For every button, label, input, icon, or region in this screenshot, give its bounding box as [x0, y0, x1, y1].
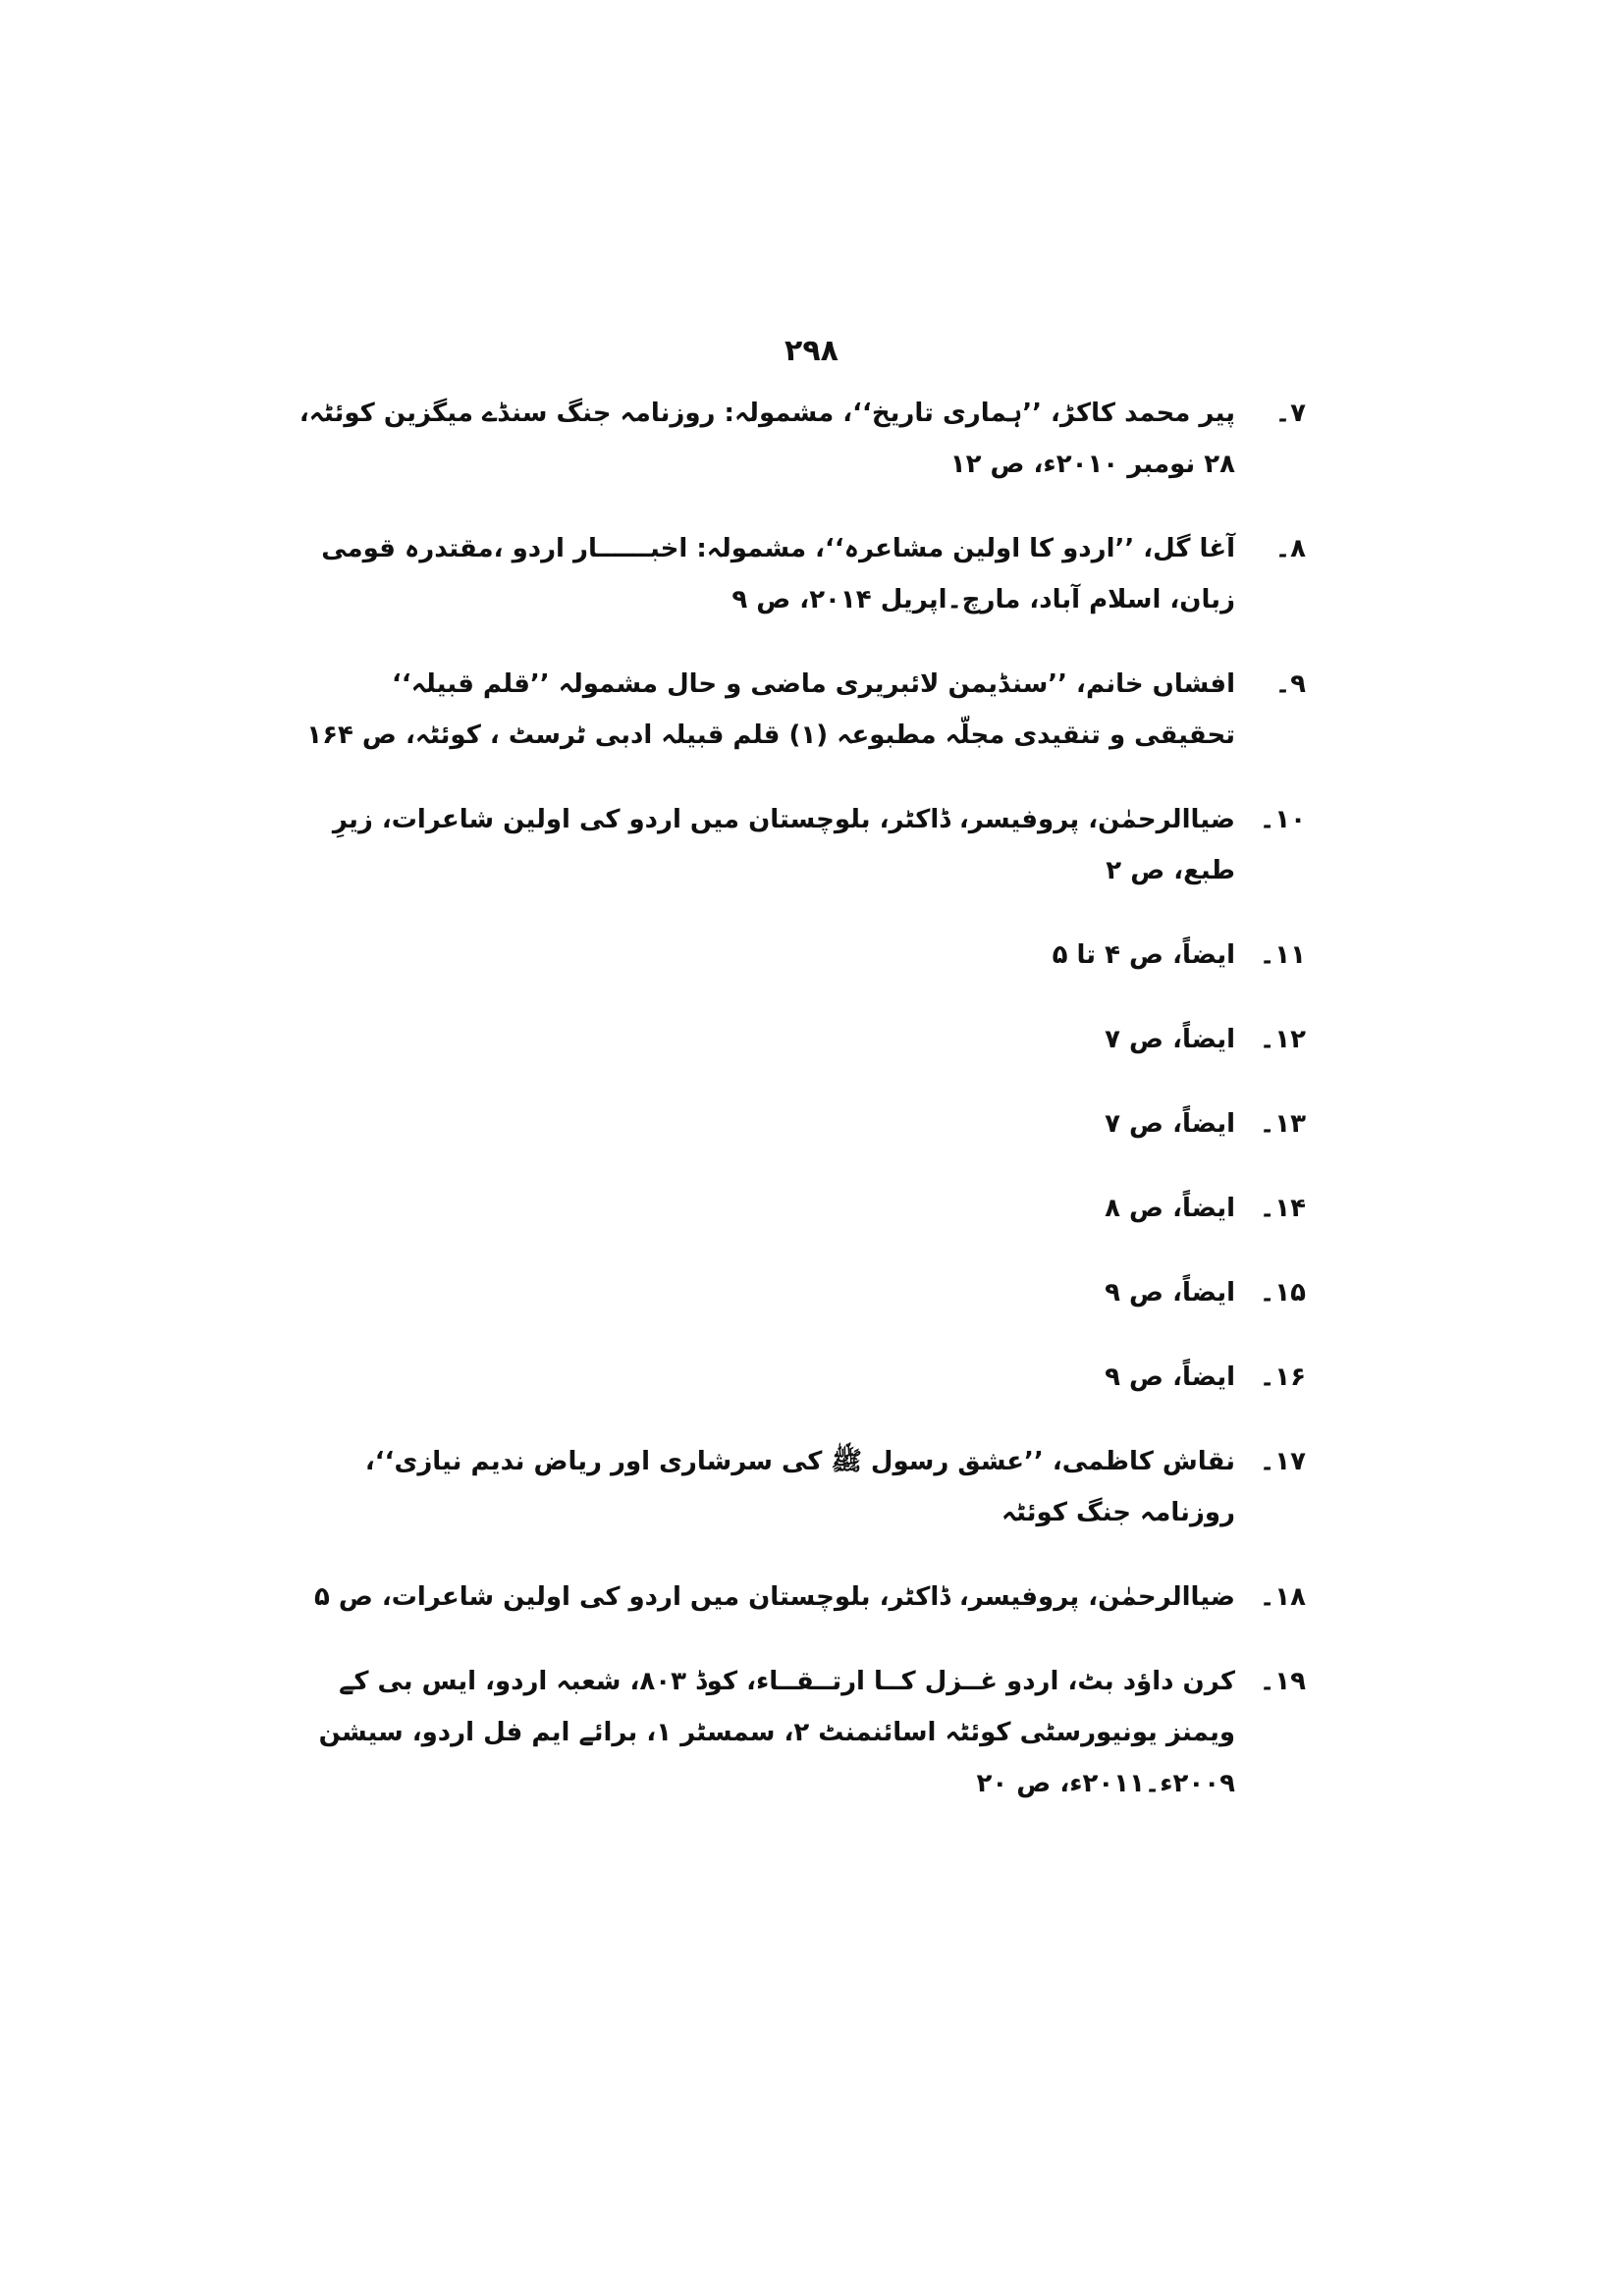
- reference-item: [295, 1183, 1306, 1234]
- reference-number: ۷۔: [1274, 399, 1306, 428]
- reference-text: ایضاً، ص ۷: [1105, 1025, 1235, 1054]
- reference-text: کرن داؤد بٹ، اردو غــزل کــا ارتــقــاء، کوڈ ۸۰۳، شعبہ اردو، ایس بی کے ویمنز یونیورسٹی کوئٹہ اسائنمنٹ ۲، سمسٹر ۱، برائے ایم فل اردو، سیشن ۲۰۰۹ء۔۲۰۱۱ء، ص ۲۰: [318, 1667, 1235, 1798]
- reference-number: ۹۔: [1274, 669, 1306, 699]
- reference-item: [295, 1352, 1306, 1403]
- reference-number: ۱۱۔: [1260, 940, 1306, 970]
- reference-item: [295, 659, 1306, 761]
- reference-text: ضیاالرحمٰن، پروفیسر، ڈاکٹر، بلوچستان میں اردو کی اولین شاعرات، زیرِ طبع، ص ۲: [332, 805, 1235, 885]
- reference-item: [295, 388, 1306, 490]
- reference-number: ۱۵۔: [1260, 1278, 1306, 1308]
- reference-number: ۱۲۔: [1260, 1025, 1306, 1054]
- reference-item: [295, 794, 1306, 896]
- reference-item: [295, 1436, 1306, 1538]
- reference-text: آغا گل، ’’اردو کا اولین مشاعرہ‘‘، مشمولہ: اخبــــــار اردو ،مقتدرہ قومی زبان، اسلام آباد، مارچ۔اپریل ۲۰۱۴، ص ۹: [321, 534, 1235, 614]
- reference-number: ۱۹۔: [1260, 1667, 1306, 1696]
- reference-text: ایضاً، ص ۸: [1105, 1194, 1235, 1223]
- reference-number: ۱۴۔: [1260, 1194, 1306, 1223]
- reference-item: [295, 1014, 1306, 1065]
- reference-number: ۱۶۔: [1260, 1362, 1306, 1392]
- reference-list: [295, 388, 1306, 1842]
- reference-item: [295, 1656, 1306, 1809]
- reference-text: پیر محمد کاکڑ، ’’ہماری تاریخ‘‘، مشمولہ: روزنامہ جنگ سنڈے میگزین کوئٹہ، ۲۸ نومبر ۲۰۱۰ء، ص ۱۲: [298, 399, 1235, 479]
- reference-text: افشاں خانم، ’’سنڈیمن لائبریری ماضی و حال مشمولہ ’’قلم قبیلہ‘‘ تحقیقی و تنقیدی مجلّہ مطبوعہ (۱) قلم قبیلہ ادبی ٹرسٹ ، کوئٹہ، ص ۱۶۴: [306, 669, 1235, 750]
- reference-item: [295, 930, 1306, 981]
- reference-number: ۱۷۔: [1260, 1447, 1306, 1476]
- reference-item: [295, 523, 1306, 625]
- reference-text: ایضاً، ص ۷: [1105, 1109, 1235, 1139]
- reference-item: [295, 1267, 1306, 1318]
- reference-item: [295, 1572, 1306, 1623]
- reference-text: ایضاً، ص ۹: [1105, 1278, 1235, 1308]
- reference-text: ایضاً، ص ۴ تا ۵: [1052, 940, 1235, 970]
- reference-number: ۸۔: [1274, 534, 1306, 563]
- reference-number: ۱۸۔: [1260, 1582, 1306, 1612]
- reference-text: ایضاً، ص ۹: [1105, 1362, 1235, 1392]
- reference-number: ۱۰۔: [1260, 805, 1306, 834]
- reference-text: نقاش کاظمی، ’’عشق رسول ﷺ کی سرشاری اور ریاض ندیم نیازی‘‘، روزنامہ جنگ کوئٹہ: [364, 1447, 1235, 1527]
- reference-number: ۱۳۔: [1260, 1109, 1306, 1139]
- page-number: ۲۹۸: [784, 334, 839, 368]
- reference-item: [295, 1098, 1306, 1149]
- reference-text: ضیاالرحمٰن، پروفیسر، ڈاکٹر، بلوچستان میں اردو کی اولین شاعرات، ص ۵: [313, 1582, 1235, 1612]
